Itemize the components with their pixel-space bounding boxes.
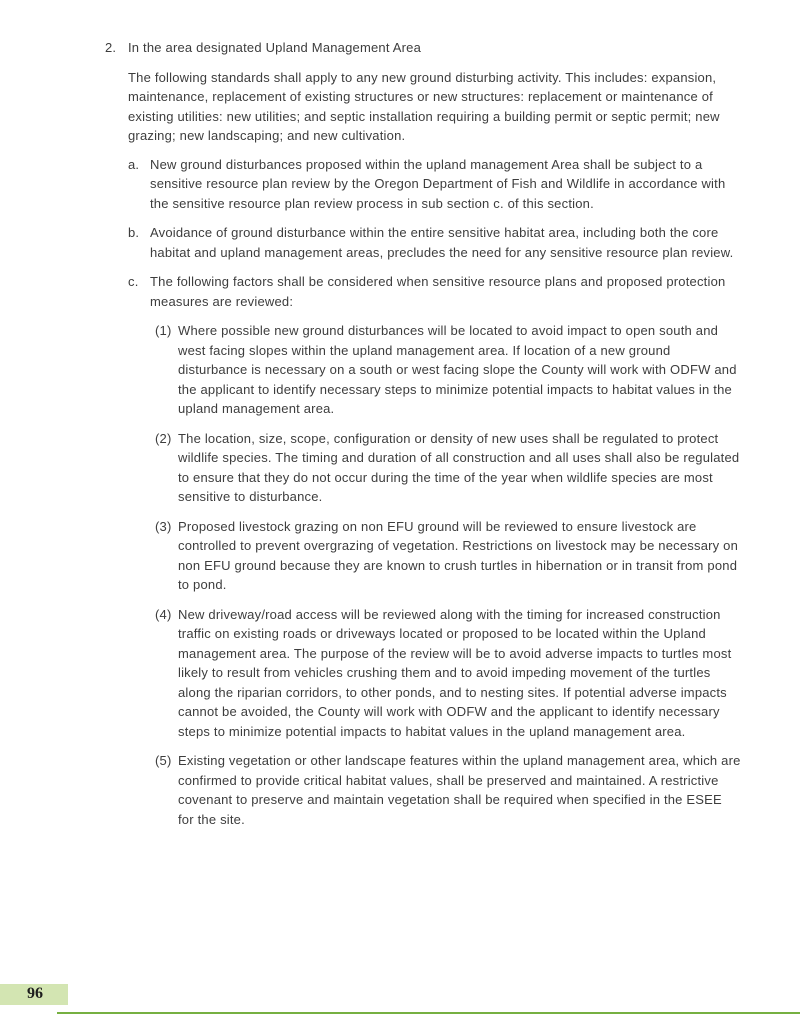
list-item-label: (3) (155, 518, 172, 534)
list-item-label: (1) (155, 323, 172, 338)
list-item-1 (155, 321, 741, 419)
list-item-label: (5) (155, 753, 172, 768)
page-number: 96 (27, 985, 43, 1002)
list-item-a (128, 155, 741, 214)
footer-rule (57, 1012, 800, 1014)
list-item-text: Where possible new ground disturbances will be located to avoid impact to open south and west facing slopes within the upland management area. If location of a new ground disturbance is necessary on a south or west facing slope the County will work with ODFW and the applicant to identify necessary steps to minimize potential impacts to habitat values in the upland management area. (178, 323, 737, 416)
list-item-text: Avoidance of ground disturbance within the entire sensitive habitat area, including both the core habitat and upland management areas, precludes the need for any sensitive resource plan review. (150, 225, 734, 260)
list-item-text: New ground disturbances proposed within the upland management Area shall be subject to a sensitive resource plan review by the Oregon Department of Fish and Wildlife in accordance with the sensitive resource plan review process in sub section c. of this section. (150, 156, 726, 211)
section-heading (105, 38, 741, 58)
list-item-label: b. (128, 225, 140, 240)
list-item-3 (155, 517, 741, 595)
list-item-label: c. (128, 274, 139, 289)
list-item-text: The location, size, scope, configuration or density of new uses shall be regulated to protect wildlife species. The timing and duration of all construction and all uses shall also be regulated to ensure that they do not occur during the time of the year when wildlife species are most sensitive to disturbance. (178, 430, 740, 504)
list-item-5 (155, 751, 741, 829)
list-item-b (128, 223, 741, 262)
list-item-4 (155, 605, 741, 742)
list-item-text: New driveway/road access will be reviewed along with the timing for increased construction traffic on existing roads or driveways located or proposed to be located within the Upland management area. The purpose of the review will be to avoid adverse impacts to turtles most likely to result from vehicles crushing them and to avoid impeding movement of the turtles along the riparian corridors, to other ponds, and to nesting sites. If potential adverse impacts cannot be avoided, the County will work with ODFW and the applicant to identify necessary steps to minimize potential impacts to habitat values in the upland management area. (178, 606, 732, 739)
list-item-label: (2) (155, 430, 172, 446)
list-item-2 (155, 429, 741, 507)
list-item-text: Proposed livestock grazing on non EFU ground will be reviewed to ensure livestock are controlled to prevent overgrazing of vegetation. Restrictions on livestock may be necessary on non EFU ground because they are known to crush turtles in hibernation or in transit from pond to pond. (178, 518, 739, 592)
list-item-text: Existing vegetation or other landscape features within the upland management area, which are confirmed to provide critical habitat values, shall be preserved and maintained. A restrictive covenant to preserve and maintain vegetation shall be required when specified in the ESEE for the site. (178, 753, 741, 827)
section-number: 2. (105, 40, 117, 55)
list-item-label: (4) (155, 606, 172, 622)
list-item-text: The following factors shall be considered when sensitive resource plans and proposed protection measures are reviewed: (150, 274, 726, 309)
intro-paragraph: The following standards shall apply to any new ground disturbing activity. This includes: expansion, maintenance, replacement of existing structures or new structures: replacement or maintenance of existing utilities: new utilities; and septic installation requiring a building permit or septic permit; new grazing; new landscaping; and new cultivation. (128, 69, 720, 143)
section-title: In the area designated Upland Management Area (128, 40, 422, 55)
list-item-c (128, 272, 741, 311)
document-content (105, 38, 741, 839)
list-item-label: a. (128, 156, 140, 172)
